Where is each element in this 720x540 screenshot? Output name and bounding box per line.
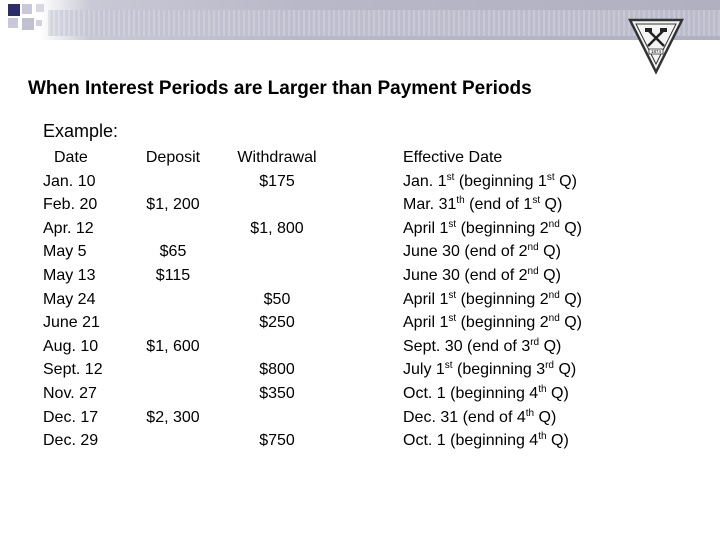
svg-text:1874: 1874 — [650, 49, 662, 55]
effective-date-text: June 30 — [403, 243, 460, 261]
effective-date-cell — [403, 311, 703, 335]
effective-date-cell — [403, 240, 703, 264]
effective-date-cell — [403, 264, 703, 288]
effective-date-text: Q) — [554, 172, 577, 190]
effective-date-cell — [403, 193, 703, 217]
date-cell: May 24 — [43, 290, 96, 308]
withdrawal-cell: $350 — [259, 384, 295, 402]
effective-date-text: Q) — [534, 408, 557, 426]
decor-square — [8, 18, 18, 28]
effective-date-text: Sept. 30 — [403, 337, 463, 355]
school-seal-icon — [622, 14, 690, 76]
ordinal-suffix: nd — [548, 289, 560, 301]
effective-date-text: April 1 — [403, 314, 449, 332]
decor-square — [22, 4, 32, 14]
ordinal-suffix: nd — [548, 313, 560, 325]
ordinal-suffix: nd — [527, 242, 539, 254]
decor-square — [8, 4, 20, 16]
ordinal-suffix: th — [538, 383, 547, 395]
date-cell: Aug. 10 — [43, 337, 99, 355]
deposit-cell: $2, 300 — [146, 408, 200, 426]
effective-date-text: Q) — [546, 432, 569, 450]
date-cell: Dec. 17 — [43, 408, 99, 426]
decor-square — [22, 18, 34, 30]
deposit-cell — [138, 429, 208, 453]
effective-date-cell — [403, 358, 703, 382]
effective-date-text: Q) — [546, 384, 569, 402]
effective-date-text: (beginning 2 — [456, 290, 549, 308]
effective-date-text: (end of 3 — [462, 337, 531, 355]
withdrawal-cell: $750 — [259, 432, 295, 450]
deposit-cell: $65 — [159, 243, 187, 261]
ordinal-suffix: th — [525, 407, 535, 419]
withdrawal-cell: $800 — [259, 361, 295, 379]
header-stripe — [48, 10, 720, 36]
ordinal-suffix: st — [448, 289, 457, 301]
deposit-cell: $1, 600 — [146, 337, 200, 355]
effective-date-cell — [403, 170, 703, 194]
ordinal-suffix: nd — [527, 265, 539, 277]
withdrawal-cell — [230, 264, 324, 288]
decor-square — [36, 20, 42, 26]
deposit-cell: $1, 200 — [146, 196, 200, 214]
date-header: Date — [54, 149, 88, 166]
effective-date-text: Q) — [559, 290, 582, 308]
withdrawal-cell: $50 — [263, 290, 291, 308]
deposit-cell — [138, 382, 208, 406]
withdrawal-cell — [230, 335, 324, 359]
effective-date-column — [403, 146, 703, 453]
ordinal-suffix: rd — [545, 360, 554, 372]
effective-date-text: Jan. 1 — [403, 172, 447, 190]
date-cell: Jan. 10 — [43, 172, 96, 190]
withdrawal-cell — [230, 406, 324, 430]
date-cell: Feb. 20 — [43, 196, 98, 214]
decor-square — [36, 4, 44, 12]
effective-date-text: July 1 — [403, 361, 445, 379]
ordinal-suffix: st — [444, 360, 453, 372]
effective-date-cell — [403, 335, 703, 359]
effective-date-text: (end of 2 — [459, 266, 528, 284]
date-cell: June 21 — [43, 314, 100, 332]
effective-date-text: Q) — [559, 219, 582, 237]
withdrawal-cell — [230, 193, 324, 217]
effective-date-text: Q) — [539, 337, 562, 355]
effective-date-text: April 1 — [403, 219, 449, 237]
effective-date-text: (end of 2 — [459, 243, 528, 261]
deposit-header: Deposit — [145, 149, 201, 166]
effective-date-cell — [403, 217, 703, 241]
effective-date-text: (end of 4 — [458, 408, 526, 426]
withdrawal-header: Withdrawal — [237, 149, 317, 166]
effective-date-text: Oct. 1 — [403, 384, 446, 402]
effective-date-text: Q) — [559, 314, 582, 332]
ordinal-suffix: th — [456, 195, 465, 207]
date-cell: Dec. 29 — [43, 432, 99, 450]
deposit-cell — [138, 311, 208, 335]
deposit-cell — [138, 358, 208, 382]
effective-date-text: (beginning 2 — [456, 219, 549, 237]
effective-date-text: Q) — [538, 243, 561, 261]
ordinal-suffix: st — [446, 171, 455, 183]
example-label: Example: — [43, 121, 119, 141]
withdrawal-cell — [230, 240, 324, 264]
effective-date-cell — [403, 288, 703, 312]
ordinal-suffix: nd — [548, 218, 560, 230]
ordinal-suffix: st — [448, 313, 457, 325]
deposit-cell — [138, 288, 208, 312]
deposit-cell — [138, 170, 208, 194]
effective-date-text: (end of 1 — [464, 196, 533, 214]
date-cell: Nov. 27 — [43, 384, 97, 402]
effective-date-text: (beginning 4 — [445, 384, 539, 402]
effective-date-text: Dec. 31 — [403, 408, 459, 426]
page-title: When Interest Periods are Larger than Payment Periods — [28, 78, 532, 99]
withdrawal-column — [230, 146, 324, 453]
date-cell: May 5 — [43, 243, 87, 261]
deposit-cell: $115 — [155, 266, 191, 284]
header-decoration — [0, 0, 720, 40]
withdrawal-cell: $1, 800 — [250, 219, 304, 237]
ordinal-suffix: st — [448, 218, 457, 230]
effective-date-text: Q) — [540, 196, 563, 214]
ordinal-suffix: rd — [530, 336, 540, 348]
effective-date-text: (beginning 1 — [454, 172, 547, 190]
effective-date-text: Q) — [554, 361, 577, 379]
withdrawal-cell: $250 — [259, 314, 295, 332]
effective-date-cell — [403, 429, 703, 453]
effective-date-text: Oct. 1 — [403, 432, 446, 450]
deposit-cell — [138, 217, 208, 241]
effective-date-cell — [403, 382, 703, 406]
effective-date-header: Effective Date — [403, 149, 503, 166]
effective-date-text: June 30 — [403, 266, 460, 284]
effective-date-text: Q) — [538, 266, 561, 284]
effective-date-text: (beginning 3 — [452, 361, 546, 379]
date-cell: Apr. 12 — [43, 219, 94, 237]
effective-date-text: (beginning 2 — [456, 314, 549, 332]
withdrawal-cell: $175 — [259, 172, 295, 190]
ordinal-suffix: st — [532, 195, 541, 207]
ordinal-suffix: st — [546, 171, 555, 183]
effective-date-cell — [403, 406, 703, 430]
date-column — [43, 146, 133, 453]
date-cell: Sept. 12 — [43, 361, 103, 379]
deposit-column — [138, 146, 208, 453]
ordinal-suffix: th — [538, 431, 547, 443]
effective-date-text: (beginning 4 — [445, 432, 539, 450]
effective-date-text: Mar. 31 — [403, 196, 457, 214]
effective-date-text: April 1 — [403, 290, 449, 308]
date-cell: May 13 — [43, 266, 96, 284]
